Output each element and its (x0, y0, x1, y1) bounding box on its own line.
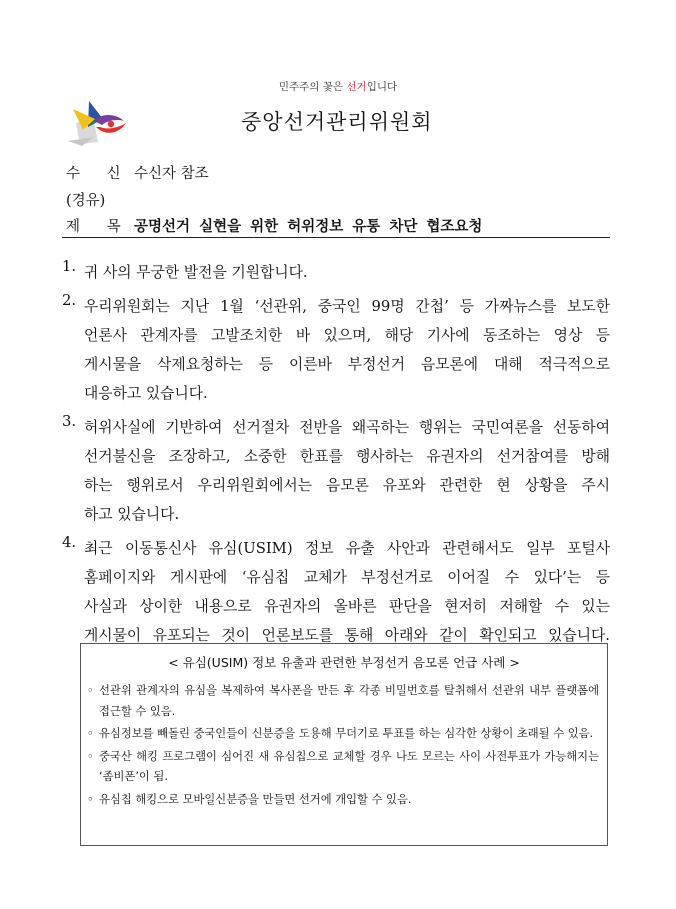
slogan-text-before: 민주주의 꽃은 (278, 81, 347, 93)
election-commission-logo-icon (64, 97, 130, 147)
paragraph-1 (62, 258, 610, 287)
list-item (81, 724, 607, 745)
subject-value: 공명선거 실현을 위한 허위정보 유통 차단 협조요청 (134, 218, 483, 235)
slogan-highlight: 선거 (346, 81, 367, 93)
bullet-icon: ◦ (87, 749, 94, 763)
paragraph-line: 허위사실에 기반하여 선거절차 전반을 왜곡하는 행위는 국민여론을 선동하여 (84, 419, 610, 436)
paragraph-line: 귀 사의 무궁한 발전을 기원합니다. (84, 264, 308, 281)
paragraph-line: 홈페이지와 게시판에 ‘유심칩 교체가 부정선거로 이어질 수 있다’는 등 (84, 569, 610, 586)
bullet-icon: ◦ (87, 684, 94, 697)
organization-name: 중앙선거관리위원회 (241, 110, 433, 134)
paragraph-number: 4. (62, 534, 77, 551)
paragraph-line: 우리위원회는 지난 1월 ‘선관위, 중국인 99명 간첩’ 등 가짜뉴스를 보도한 (84, 298, 610, 315)
paragraph-line: 최근 이동통신사 유심(USIM) 정보 유출 사안과 관련해서도 일부 포털사 (84, 540, 610, 557)
list-item-text: 중국산 해킹 프로그램이 심어진 새 유심칩으로 교체할 경우 나도 모르는 사이 사전투표가 가능해지는 ‘좀비폰’이 됨. (99, 749, 599, 783)
list-item-text: 선관위 관계자의 유심을 복제하여 복사폰을 만든 후 각종 비밀번호를 탈취해서 선관위 내부 플랫폼에 접근할 수 있음. (99, 684, 599, 718)
paragraph-3 (62, 413, 610, 529)
subject-row (66, 215, 482, 236)
paragraph-text (84, 534, 610, 650)
paragraph-2 (62, 292, 610, 408)
via-label: (경유) (66, 193, 106, 209)
paragraph-number: 2. (62, 292, 77, 309)
recipient-row (66, 162, 209, 183)
recipient-value: 수신자 참조 (134, 166, 209, 182)
via-row (66, 189, 105, 210)
rumor-cases-title: < 유심(USIM) 정보 유출과 관련한 부정선거 음모론 언급 사례 > (168, 655, 520, 670)
paragraph-line: 게시물을 삭제요청하는 등 이른바 부정선거 음모론에 대해 적극적으로 (84, 356, 610, 373)
list-item (81, 747, 607, 788)
list-item (81, 681, 607, 722)
paragraph-line: 대응하고 있습니다. (84, 385, 208, 402)
recipient-label: 수 신 (66, 166, 132, 182)
paragraph-text (84, 258, 610, 287)
paragraph-number: 3. (62, 413, 77, 430)
list-item-text: 유심정보를 빼돌린 중국인들이 신분증을 도용해 무더기로 투표를 하는 심각한 상황이 초래될 수 있음. (99, 727, 594, 740)
paragraph-line: 하는 행위로서 우리위원회에서는 음모론 유포와 관련한 현 상황을 주시 (84, 477, 610, 494)
paragraph-line: 게시물이 유포되는 것이 언론보도를 통해 아래와 같이 확인되고 있습니다. (84, 627, 610, 644)
body-paragraphs (62, 258, 610, 655)
paragraph-number: 1. (62, 258, 77, 275)
paragraph-line: 하고 있습니다. (84, 506, 180, 523)
paragraph-4 (62, 534, 610, 650)
subject-divider (62, 237, 610, 238)
paragraph-text (84, 413, 610, 529)
paragraph-line: 선거불신을 조장하고, 소중한 한표를 행사하는 유권자의 선거참여를 방해 (84, 448, 610, 465)
slogan (0, 79, 676, 94)
list-item-text: 유심칩 해킹으로 모바일신분증을 만들면 선거에 개입할 수 있음. (99, 792, 412, 806)
slogan-text-after: 입니다 (366, 81, 398, 93)
paragraph-line: 언론사 관계자를 고발조치한 바 있으며, 해당 기사에 동조하는 영상 등 (84, 327, 610, 344)
bullet-icon: ◦ (87, 727, 94, 740)
rumor-cases-box (80, 643, 608, 846)
subject-label: 제 목 (66, 219, 132, 235)
list-item (81, 790, 607, 811)
bullet-icon: ◦ (87, 792, 94, 806)
paragraph-line: 사실과 상이한 내용으로 유권자의 올바른 판단을 현저히 저해할 수 있는 (84, 598, 610, 615)
paragraph-text (84, 292, 610, 408)
